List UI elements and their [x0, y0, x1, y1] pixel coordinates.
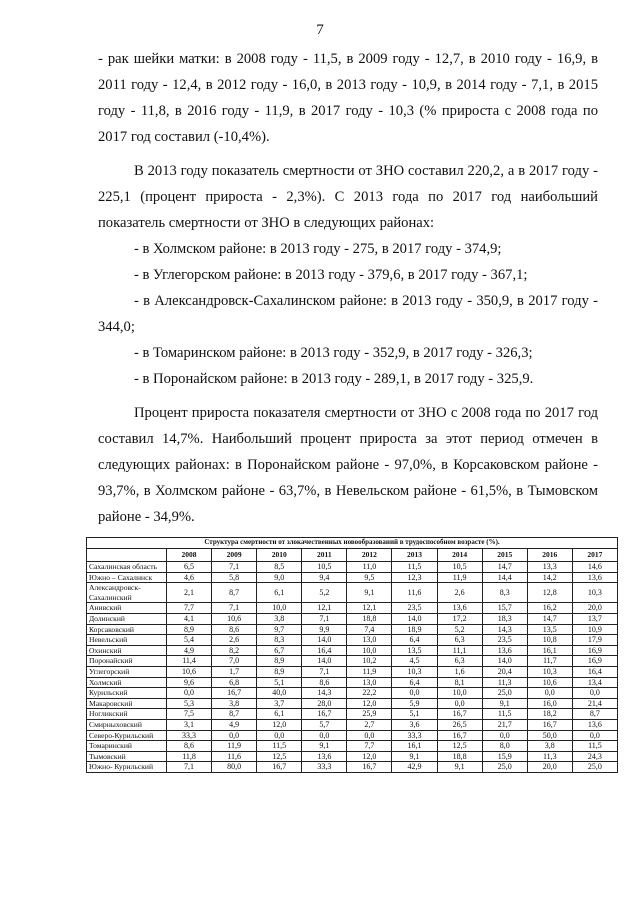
value-cell: 33,3 [167, 730, 212, 741]
value-cell: 40,0 [257, 688, 302, 699]
value-cell: 10,3 [392, 666, 437, 677]
value-cell: 10,5 [302, 562, 347, 573]
value-cell: 14,3 [482, 624, 527, 635]
value-cell: 10,5 [437, 562, 482, 573]
value-cell: 2,7 [347, 719, 392, 730]
value-cell: 14,6 [572, 562, 617, 573]
region-name-cell: Сахалинская область [87, 562, 167, 573]
value-cell: 3,8 [257, 613, 302, 624]
value-cell: 5,8 [212, 572, 257, 583]
value-cell: 8,7 [212, 583, 257, 603]
value-cell: 14,0 [302, 656, 347, 667]
value-cell: 5,2 [437, 624, 482, 635]
value-cell: 10,6 [212, 613, 257, 624]
region-name-cell: Южно- Курильский [87, 762, 167, 773]
value-cell: 4,9 [212, 719, 257, 730]
table-row [87, 624, 618, 635]
value-cell: 9,1 [482, 698, 527, 709]
value-cell: 3,6 [392, 719, 437, 730]
table-title: Структура смертности от злокачественных новообразований в трудоспособном возрасте (%). [87, 538, 618, 549]
paragraph: Процент прироста показателя смертности от ЗНО с 2008 года по 2017 год составил 14,7%. Наибольший процент прироста за этот период отмечен в следующих районах: в Поронайском районе - 97,0%, в Корсаковском районе - 93,7%, в Холмском районе - 63,7%, в Невельском районе - 61,5%, в Тымовском районе - 34,9%. [98, 405, 598, 525]
value-cell: 8,9 [167, 624, 212, 635]
value-cell: 18,8 [347, 613, 392, 624]
table-row [87, 656, 618, 667]
value-cell: 16,7 [437, 730, 482, 741]
value-cell: 0,0 [437, 698, 482, 709]
value-cell: 1,6 [437, 666, 482, 677]
value-cell: 16,4 [572, 666, 617, 677]
value-cell: 16,7 [302, 709, 347, 720]
value-cell: 8,0 [482, 741, 527, 752]
region-name-cell: Тымовский [87, 751, 167, 762]
column-header: 2011 [302, 549, 347, 562]
value-cell: 4,1 [167, 613, 212, 624]
value-cell: 7,1 [167, 762, 212, 773]
value-cell: 5,7 [302, 719, 347, 730]
value-cell: 9,4 [302, 572, 347, 583]
value-cell: 5,1 [392, 709, 437, 720]
value-cell: 12,3 [392, 572, 437, 583]
column-header: 2015 [482, 549, 527, 562]
value-cell: 0,0 [392, 688, 437, 699]
region-name-cell: Смирныховский [87, 719, 167, 730]
value-cell: 16,0 [527, 698, 572, 709]
value-cell: 33,3 [302, 762, 347, 773]
value-cell: 21,7 [482, 719, 527, 730]
value-cell: 11,6 [212, 751, 257, 762]
value-cell: 11,5 [482, 709, 527, 720]
value-cell: 5,2 [302, 583, 347, 603]
value-cell: 9,7 [257, 624, 302, 635]
value-cell: 11,5 [392, 562, 437, 573]
value-cell: 2,6 [212, 635, 257, 646]
region-name-cell: Северо-Курильский [87, 730, 167, 741]
value-cell: 10,6 [167, 666, 212, 677]
page-number: 7 [316, 22, 324, 38]
value-cell: 10,3 [572, 583, 617, 603]
value-cell: 6,5 [167, 562, 212, 573]
value-cell: 8,7 [212, 709, 257, 720]
region-name-cell: Александровск-Сахалинский [87, 583, 167, 603]
table-row [87, 688, 618, 699]
paragraph: - в Углегорском районе: в 2013 году - 379,6, в 2017 году - 367,1; [134, 267, 528, 283]
value-cell: 6,1 [257, 709, 302, 720]
value-cell: 7,5 [167, 709, 212, 720]
value-cell: 12,5 [437, 741, 482, 752]
value-cell: 2,1 [167, 583, 212, 603]
region-name-cell: Поронайский [87, 656, 167, 667]
mortality-structure-table [86, 537, 618, 773]
value-cell: 12,8 [527, 583, 572, 603]
paragraph: В 2013 году показатель смертности от ЗНО составил 220,2, а в 2017 году - 225,1 (процент прироста - 2,3%). С 2013 года по 2017 год наибольший показатель смертности от ЗНО в следующих районах: [98, 163, 598, 231]
value-cell: 9,9 [302, 624, 347, 635]
value-cell: 14,3 [302, 688, 347, 699]
value-cell: 8,3 [257, 635, 302, 646]
value-cell: 11,6 [392, 583, 437, 603]
value-cell: 11,3 [482, 677, 527, 688]
value-cell: 16,1 [392, 741, 437, 752]
value-cell: 8,5 [257, 562, 302, 573]
value-cell: 22,2 [347, 688, 392, 699]
value-cell: 8,3 [482, 583, 527, 603]
table-row [87, 603, 618, 614]
value-cell: 9,1 [302, 741, 347, 752]
value-cell: 11,8 [167, 751, 212, 762]
value-cell: 11,9 [437, 572, 482, 583]
value-cell: 0,0 [302, 730, 347, 741]
value-cell: 3,7 [257, 698, 302, 709]
value-cell: 9,1 [392, 751, 437, 762]
value-cell: 80,0 [212, 762, 257, 773]
table-row [87, 645, 618, 656]
table-row [87, 741, 618, 752]
value-cell: 11,4 [167, 656, 212, 667]
value-cell: 11,5 [257, 741, 302, 752]
value-cell: 10,8 [527, 635, 572, 646]
value-cell: 18,3 [482, 613, 527, 624]
value-cell: 5,4 [167, 635, 212, 646]
value-cell: 3,1 [167, 719, 212, 730]
value-cell: 11,7 [527, 656, 572, 667]
column-header: 2014 [437, 549, 482, 562]
value-cell: 16,1 [527, 645, 572, 656]
value-cell: 11,9 [347, 666, 392, 677]
table-row [87, 562, 618, 573]
column-header: 2016 [527, 549, 572, 562]
table-row [87, 709, 618, 720]
value-cell: 14,2 [527, 572, 572, 583]
value-cell: 7,1 [302, 613, 347, 624]
region-name-cell: Охинский [87, 645, 167, 656]
value-cell: 6,8 [212, 677, 257, 688]
value-cell: 16,7 [212, 688, 257, 699]
value-cell: 16,4 [302, 645, 347, 656]
value-cell: 10,3 [527, 666, 572, 677]
region-name-cell: Курильский [87, 688, 167, 699]
value-cell: 12,1 [347, 603, 392, 614]
paragraph: - в Холмском районе: в 2013 году - 275, в 2017 году - 374,9; [134, 241, 502, 257]
table-row [87, 751, 618, 762]
value-cell: 13,6 [437, 603, 482, 614]
value-cell: 18,8 [437, 751, 482, 762]
column-header: 2008 [167, 549, 212, 562]
region-name-cell: Макаровский [87, 698, 167, 709]
value-cell: 14,0 [482, 656, 527, 667]
value-cell: 2,6 [437, 583, 482, 603]
value-cell: 13,6 [482, 645, 527, 656]
paragraph: - в Томаринском районе: в 2013 году - 352,9, в 2017 году - 326,3; [134, 345, 533, 361]
region-name-cell: Томаринский [87, 741, 167, 752]
value-cell: 12,0 [257, 719, 302, 730]
value-cell: 0,0 [482, 730, 527, 741]
value-cell: 24,3 [572, 751, 617, 762]
value-cell: 16,7 [257, 762, 302, 773]
value-cell: 6,4 [392, 677, 437, 688]
value-cell: 8,6 [212, 624, 257, 635]
region-name-cell: Южно – Сахалинск [87, 572, 167, 583]
table-row [87, 719, 618, 730]
value-cell: 20,0 [572, 603, 617, 614]
value-cell: 14,7 [527, 613, 572, 624]
value-cell: 14,0 [392, 613, 437, 624]
table-row [87, 572, 618, 583]
value-cell: 6,3 [437, 635, 482, 646]
value-cell: 25,0 [482, 762, 527, 773]
value-cell: 8,7 [572, 709, 617, 720]
value-cell: 10,0 [257, 603, 302, 614]
value-cell: 10,0 [437, 688, 482, 699]
value-cell: 23,5 [392, 603, 437, 614]
table-row [87, 583, 618, 603]
value-cell: 25,0 [482, 688, 527, 699]
value-cell: 0,0 [212, 730, 257, 741]
value-cell: 0,0 [347, 730, 392, 741]
value-cell: 20,0 [527, 762, 572, 773]
value-cell: 4,9 [167, 645, 212, 656]
value-cell: 8,9 [257, 666, 302, 677]
value-cell: 13,7 [572, 613, 617, 624]
mortality-table-wrapper [86, 537, 618, 773]
value-cell: 7,4 [347, 624, 392, 635]
table-row [87, 613, 618, 624]
paragraph: - в Поронайском районе: в 2013 году - 289,1, в 2017 году - 325,9. [134, 371, 534, 387]
value-cell: 50,0 [527, 730, 572, 741]
value-cell: 18,9 [392, 624, 437, 635]
value-cell: 8,1 [437, 677, 482, 688]
table-header-row [87, 549, 618, 562]
paragraph: - в Александровск-Сахалинском районе: в 2013 году - 350,9, в 2017 году - 344,0; [98, 293, 598, 335]
region-name-cell: Холмский [87, 677, 167, 688]
value-cell: 8,6 [302, 677, 347, 688]
value-cell: 7,1 [212, 603, 257, 614]
value-cell: 0,0 [167, 688, 212, 699]
body-text [98, 46, 598, 530]
value-cell: 4,5 [392, 656, 437, 667]
column-header [87, 549, 167, 562]
value-cell: 17,9 [572, 635, 617, 646]
value-cell: 26,5 [437, 719, 482, 730]
value-cell: 25,0 [572, 762, 617, 773]
value-cell: 10,2 [347, 656, 392, 667]
region-name-cell: Углегорский [87, 666, 167, 677]
value-cell: 15,7 [482, 603, 527, 614]
value-cell: 14,4 [482, 572, 527, 583]
value-cell: 3,8 [527, 741, 572, 752]
value-cell: 8,2 [212, 645, 257, 656]
value-cell: 7,7 [347, 741, 392, 752]
paragraph: - рак шейки матки: в 2008 году - 11,5, в 2009 году - 12,7, в 2010 году - 16,9, в 2011 году - 12,4, в 2012 году - 16,0, в 2013 году - 10,9, в 2014 году - 7,1, в 2015 году - 11,8, в 2016 году - 11,9, в 2017 году - 10,3 (% прироста с 2008 года по 2017 год составил (-10,4%). [98, 51, 598, 145]
value-cell: 13,5 [527, 624, 572, 635]
region-name-cell: Невельский [87, 635, 167, 646]
value-cell: 7,0 [212, 656, 257, 667]
value-cell: 13,3 [527, 562, 572, 573]
value-cell: 13,0 [347, 677, 392, 688]
value-cell: 23,5 [482, 635, 527, 646]
value-cell: 13,4 [572, 677, 617, 688]
value-cell: 6,7 [257, 645, 302, 656]
table-row [87, 762, 618, 773]
value-cell: 7,1 [302, 666, 347, 677]
value-cell: 42,9 [392, 762, 437, 773]
value-cell: 14,7 [482, 562, 527, 573]
value-cell: 13,6 [572, 719, 617, 730]
column-header: 2012 [347, 549, 392, 562]
value-cell: 12,1 [302, 603, 347, 614]
value-cell: 16,7 [347, 762, 392, 773]
region-name-cell: Ногликский [87, 709, 167, 720]
value-cell: 8,6 [167, 741, 212, 752]
value-cell: 13,0 [347, 635, 392, 646]
value-cell: 7,1 [212, 562, 257, 573]
value-cell: 1,7 [212, 666, 257, 677]
value-cell: 18,2 [527, 709, 572, 720]
value-cell: 8,9 [257, 656, 302, 667]
value-cell: 9,1 [347, 583, 392, 603]
column-header: 2017 [572, 549, 617, 562]
value-cell: 21,4 [572, 698, 617, 709]
value-cell: 10,0 [347, 645, 392, 656]
value-cell: 11,5 [572, 741, 617, 752]
value-cell: 5,3 [167, 698, 212, 709]
value-cell: 5,1 [257, 677, 302, 688]
value-cell: 11,9 [212, 741, 257, 752]
value-cell: 14,0 [302, 635, 347, 646]
column-header: 2013 [392, 549, 437, 562]
value-cell: 28,0 [302, 698, 347, 709]
table-row [87, 730, 618, 741]
value-cell: 9,5 [347, 572, 392, 583]
region-name-cell: Корсаковский [87, 624, 167, 635]
value-cell: 4,6 [167, 572, 212, 583]
value-cell: 0,0 [572, 688, 617, 699]
value-cell: 33,3 [392, 730, 437, 741]
value-cell: 11,3 [527, 751, 572, 762]
value-cell: 10,9 [572, 624, 617, 635]
value-cell: 3,8 [212, 698, 257, 709]
table-row [87, 677, 618, 688]
value-cell: 12,0 [347, 751, 392, 762]
value-cell: 6,1 [257, 583, 302, 603]
value-cell: 13,6 [302, 751, 347, 762]
value-cell: 11,0 [347, 562, 392, 573]
value-cell: 20,4 [482, 666, 527, 677]
value-cell: 0,0 [257, 730, 302, 741]
table-row [87, 698, 618, 709]
value-cell: 0,0 [527, 688, 572, 699]
table-row [87, 635, 618, 646]
region-name-cell: Долинский [87, 613, 167, 624]
value-cell: 9,0 [257, 572, 302, 583]
value-cell: 16,2 [527, 603, 572, 614]
value-cell: 6,4 [392, 635, 437, 646]
value-cell: 25,9 [347, 709, 392, 720]
value-cell: 10,6 [527, 677, 572, 688]
value-cell: 17,2 [437, 613, 482, 624]
value-cell: 16,7 [527, 719, 572, 730]
column-header: 2010 [257, 549, 302, 562]
region-name-cell: Анивский [87, 603, 167, 614]
value-cell: 16,9 [572, 656, 617, 667]
value-cell: 12,0 [347, 698, 392, 709]
value-cell: 16,7 [437, 709, 482, 720]
value-cell: 5,9 [392, 698, 437, 709]
value-cell: 15,9 [482, 751, 527, 762]
value-cell: 9,6 [167, 677, 212, 688]
value-cell: 11,1 [437, 645, 482, 656]
value-cell: 16,9 [572, 645, 617, 656]
table-row [87, 666, 618, 677]
value-cell: 13,6 [572, 572, 617, 583]
value-cell: 12,5 [257, 751, 302, 762]
value-cell: 7,7 [167, 603, 212, 614]
value-cell: 0,0 [572, 730, 617, 741]
value-cell: 9,1 [437, 762, 482, 773]
value-cell: 13,5 [392, 645, 437, 656]
value-cell: 6,3 [437, 656, 482, 667]
column-header: 2009 [212, 549, 257, 562]
